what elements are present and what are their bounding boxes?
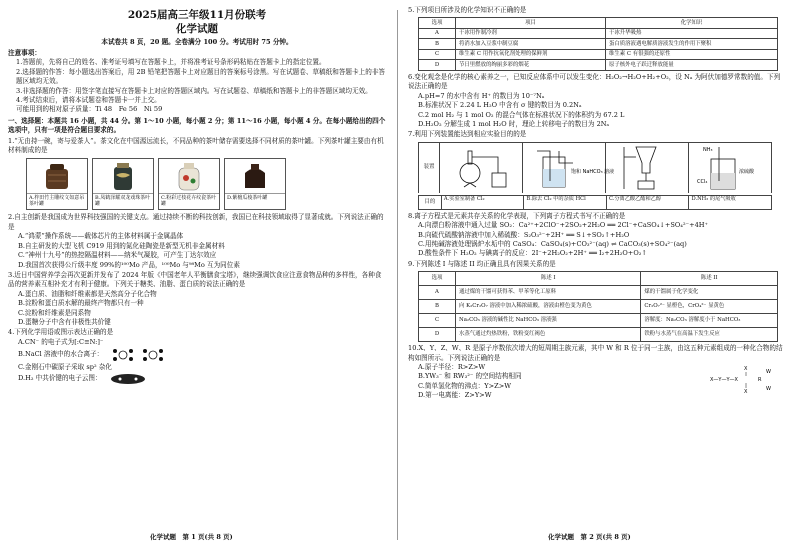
svg-text:X—Y—Y—X: X—Y—Y—X xyxy=(710,377,738,383)
q2-option-b: B.自主研发的大型飞机 C919 用到的氮化硅陶瓷是新型无机非金属材料 xyxy=(18,241,225,250)
electron-cloud-icon xyxy=(108,373,148,385)
left-column xyxy=(8,6,386,385)
q8-option-a: A.向漂白粉溶液中通入过量 SO₂：Ca²⁺+2ClO⁻+2SO₂+2H₂O ══ 2Cl⁻+CaSO₄↓+SO₄²⁻+4H⁺ xyxy=(418,221,709,230)
question-8: 8.离子方程式是元素共存关系的化学表现，下列离子方程式书写不正确的是 xyxy=(408,211,626,220)
table-row: B 向 K₂Cr₂O₇ 溶液中加入稀浓硫酸，溶液由橙色变为黄色 Cr₂O₇²⁻ 显橙色，CrO₄²⁻ 显黄色 xyxy=(419,300,778,314)
q7-goal-b: B.除去 Cl₂ 中的杂质 HCl xyxy=(526,195,586,202)
page-footer-left: 化学试题 第 1 页(共 8 页) xyxy=(150,533,233,541)
q6-option-a: A.pH=7 的水中含有 H⁺ 的数目为 10⁻⁷Nₐ xyxy=(418,91,545,100)
q10-body xyxy=(408,363,786,401)
notice-item: 4.考试结束后，请将本试题卷和答题卡一并上交。 xyxy=(16,96,161,105)
q6-option-b: B.标准状况下 2.24 L H₂O 中含有 σ 键的数目为 0.2Nₐ xyxy=(418,101,582,110)
notice-heading: 注意事项： xyxy=(8,49,41,57)
q2-option-a: A.“鸿蒙”操作系统——载体芯片的主体材料属于金属晶体 xyxy=(18,232,184,241)
page-footer-right: 化学试题 第 2 页(共 8 页) xyxy=(548,533,631,541)
porcelain-caddy-icon xyxy=(166,161,212,191)
table-row: A 干冰用作制冷剂 干冰升华吸热 xyxy=(419,28,778,39)
q5-header-item: 项目 xyxy=(456,18,606,29)
table-row: B 将消水加入豆浆中制豆腐 蛋白质溶液遇电解质溶液发生的作用下聚积 xyxy=(419,39,778,50)
q7-device-label: 装置 xyxy=(419,143,440,193)
svg-text:浓硫酸: 浓硫酸 xyxy=(739,168,755,175)
svg-text:CCl₄: CCl₄ xyxy=(697,178,708,185)
absorption-bottle-icon xyxy=(689,143,771,193)
dragon-caddy-icon xyxy=(100,161,146,191)
q4-option-b: B.NaCl 溶液中的水合离子： xyxy=(18,350,104,359)
q4-option-d: D.H₂ 中共价键的电子云图： xyxy=(18,373,102,382)
carved-caddy-icon xyxy=(34,161,80,191)
svg-text:X: X xyxy=(744,366,748,372)
q9-table xyxy=(418,271,778,342)
hydrated-ion-icon xyxy=(109,347,169,363)
exam-meta: 本试卷共 8 页，20 题。全卷满分 100 分。考试用时 75 分钟。 xyxy=(101,38,293,46)
gas-washing-bottle-icon xyxy=(523,143,615,193)
flask-heating-icon xyxy=(440,143,522,193)
question-10: 10.X、Y、Z、W、R 是原子序数依次增大的短周期主族元素，其中 W 和 R 位于同一主族，由这五种元素组成的一种化合物的结构如图所示。下列说法正确的是 xyxy=(408,344,783,362)
svg-text:W: W xyxy=(766,369,771,375)
q7-goal-label: 目的 xyxy=(419,196,442,209)
question-5: 5.下列项目所涉及的化学知识不正确的是 xyxy=(408,6,527,14)
q5-header-knowledge: 化学知识 xyxy=(605,18,777,29)
notice-item: 2.选择题的作答：每小题选出答案后，用 2B 铅笔把答题卡上对应题目的答案标号涂黑。写在试题卷、草稿纸和答题卡上的非答题区域均无效。 xyxy=(16,67,385,86)
q7-goal-a: A.实验室制备 Cl₂ xyxy=(443,195,485,202)
question-2: 2.自主创新是我国成为世界科技强国的关键支点。通过持续不断的科技创新，我国已在科技领域取得了显著成就。下列说法正确的是 xyxy=(8,213,384,231)
table-row: A 通过煤的干馏可获得苯、甲苯等化工原料 煤的干馏属于化学变化 xyxy=(419,286,778,300)
q5-header-option: 选项 xyxy=(419,18,456,29)
exam-title: 2025届高三年级11月份联考 xyxy=(127,9,267,21)
q10-option-b: B.YW₃⁻ 和 RW₃²⁻ 的空间结构相同 xyxy=(418,372,522,381)
svg-text:W: W xyxy=(766,386,771,392)
q1-images xyxy=(26,158,386,210)
apparatus-c xyxy=(606,143,689,193)
q4-option-b-row xyxy=(8,347,386,363)
svg-text:X: X xyxy=(744,389,748,395)
q3-option-b: B.淀粉和蛋白质水解的最终产物都只有一种 xyxy=(18,299,144,308)
q8-option-b: B.向硫代硫酸钠溶液中加入稀硫酸：S₂O₃²⁻+2H⁺ ══ S↓+SO₂↑+H₂O xyxy=(418,230,630,239)
q2-option-c: C.“神州十九号”的热控隔温材料——纳米气凝胶，可产生丁达尔效应 xyxy=(18,251,217,260)
svg-text:NH₃: NH₃ xyxy=(703,146,713,153)
separatory-funnel-icon xyxy=(606,143,688,193)
q3-option-d: D.蛋糖分子中含有非极性共价键 xyxy=(18,317,111,326)
q9-header-option: 选项 xyxy=(419,272,456,286)
q8-option-d: D.酸性条件下 H₂O₂ 与碘离子的反应：2I⁻+2H₂O₂+2H⁺ ══ I₂+2H₂O+O₂↑ xyxy=(418,249,647,258)
notice-item: 3.非选择题的作答：用签字笔直接写在答题卡上对应的答题区域内。写在试题卷、草稿纸和答题卡上的非答题区域均无效。 xyxy=(16,86,372,95)
table-row: D 水蒸气通过灼热铁粉，铁粉变红褐色 铁粉与水蒸气在高温下发生反应 xyxy=(419,328,778,342)
rosewood-caddy-icon xyxy=(232,161,278,191)
q4-option-c: C.金刚石中碳原子采取 sp² 杂化 xyxy=(18,363,112,372)
apparatus-d xyxy=(689,143,771,193)
q4-option-d-row xyxy=(8,373,386,385)
q10-options xyxy=(408,363,708,401)
tea-caddy-b: B.凤鹤泽耀双龙戏珠茶叶罐 xyxy=(92,158,154,210)
question-9: 9.下列陈述 I 与陈述 II 均正确且具有因果关系的是 xyxy=(408,259,556,268)
q7-goal-c: C.分离乙酸乙酯和乙醇 xyxy=(608,195,662,202)
question-4: 4.下列化学用语或图示表达正确的是 xyxy=(8,328,114,337)
q4-option-a: A.CN⁻ 的电子式为[:C≡N:]⁻ xyxy=(18,337,104,346)
q7-goal-d: D.NH₃ 的尾气吸收 xyxy=(691,195,736,202)
q3-option-c: C.淀粉和纤维素是同系物 xyxy=(18,308,91,317)
q10-option-d: D.第一电离能：Z>Y>W xyxy=(418,391,492,400)
tea-caddy-a: A.柞田竹主雕纹文如意吊茶叶罐 xyxy=(26,158,88,210)
q3-option-a: A.蛋白质、油脂和纤维素都是天然高分子化合物 xyxy=(18,289,157,298)
question-7: 7.利用下列装置能达到相应实验目的的是 xyxy=(408,130,527,139)
q9-header-statement-2: 陈述 II xyxy=(641,272,778,286)
section-one-header: 一、选择题：本题共 16 小题，共 44 分。第 1～10 小题，每小题 2 分；第 11～16 小题，每小题 4 分。在每小题给出的四个选项中，只有一项是符合题目要求的。 xyxy=(8,116,386,135)
q7-goal-row xyxy=(418,195,772,210)
table-row: C 维生素 C 用作抗氧化剂处理的保鲜剂 维生素 C 有很强的还原性 xyxy=(419,49,778,60)
question-1: 1.“无由持一碗，寄与爱茶人”。茶文化在中国源远流长，不同品种的茶叶储存需要选择不同材质的茶叶罐。下列茶叶罐主要由有机材料制成的是 xyxy=(8,136,384,155)
notice-item: 1.答题前，先将自己的姓名、准考证号填写在答题卡上，并将准考证号条形码粘贴在答题卡上的指定位置。 xyxy=(16,58,326,67)
table-row: C Na₂CO₃ 溶液的碱性比 NaHCO₃ 溶液强 溶解度：Na₂CO₃ 溶解度小于 NaHCO₃ xyxy=(419,314,778,328)
apparatus-a xyxy=(440,143,523,193)
molecule-structure-icon xyxy=(708,363,778,397)
q10-option-c: C.简单氢化物的沸点：Y>Z>W xyxy=(418,381,512,390)
q2-option-d: D.我国首次获得公斤级丰度 99%的¹⁰⁰Mo 产品，¹⁰⁰Mo 与⁹⁸Mo 互为同位素 xyxy=(18,260,240,269)
tea-caddy-c: C.粉彩过枝花卉纹瓷茶叶罐 xyxy=(158,158,220,210)
q8-option-c: C.用纯碱溶液处理锅炉水垢中的 CaSO₄：CaSO₄(s)+CO₃²⁻(aq) ⇌ CaCO₃(s)+SO₄²⁻(aq) xyxy=(418,239,687,248)
q10-option-a: A.原子半径：R>Z>W xyxy=(418,363,486,371)
question-3: 3.近日中国营养学会再次更新并发布了 2024 年版《中国老年人平衡膳食宝塔》，继续强调饮食应注意食物品种的多样性，各种食品的营养素互相补充才有利于健康。下列关于糖类、油脂、蛋白质的说法正确的是 xyxy=(8,270,382,289)
tea-caddy-d: D.紫檀瓜棱茶叶罐 xyxy=(224,158,286,210)
column-divider xyxy=(397,10,398,540)
atomic-mass-note: 可能用到的相对原子质量：Ti 48 Fe 56 Ni 59 xyxy=(16,105,163,114)
q9-header-statement-1: 陈述 I xyxy=(456,272,641,286)
q7-device-row xyxy=(418,142,772,193)
q6-option-d: D.H₂O₂ 分解生成 1 mol H₂O 时，理论上转移电子的数目为 2Nₐ xyxy=(418,119,610,128)
svg-text:饱和 NaHCO₃ 溶液: 饱和 NaHCO₃ 溶液 xyxy=(571,168,615,175)
exam-subtitle: 化学试题 xyxy=(176,23,218,35)
q6-option-c: C.2 mol H₂ 与 1 mol O₂ 的混合气体在标准状况下的体积约为 67.2 L xyxy=(418,110,625,119)
question-6: 6.变化观念是化学的核心素养之一，已知反应体系中可以发生变化：H₂O₂→H₂O+H₂+O₂，设 Nₐ 为阿伏加德罗常数的值。下列说法正确的是 xyxy=(408,72,781,91)
svg-text:R: R xyxy=(758,377,762,383)
apparatus-b xyxy=(523,143,615,193)
table-row: D 节日里燃放的绚丽多彩的烟花 原子核外电子跃迁释放能量 xyxy=(419,60,778,71)
q7-apparatus-table xyxy=(408,142,786,210)
right-column xyxy=(408,6,786,401)
q5-table xyxy=(418,17,778,71)
